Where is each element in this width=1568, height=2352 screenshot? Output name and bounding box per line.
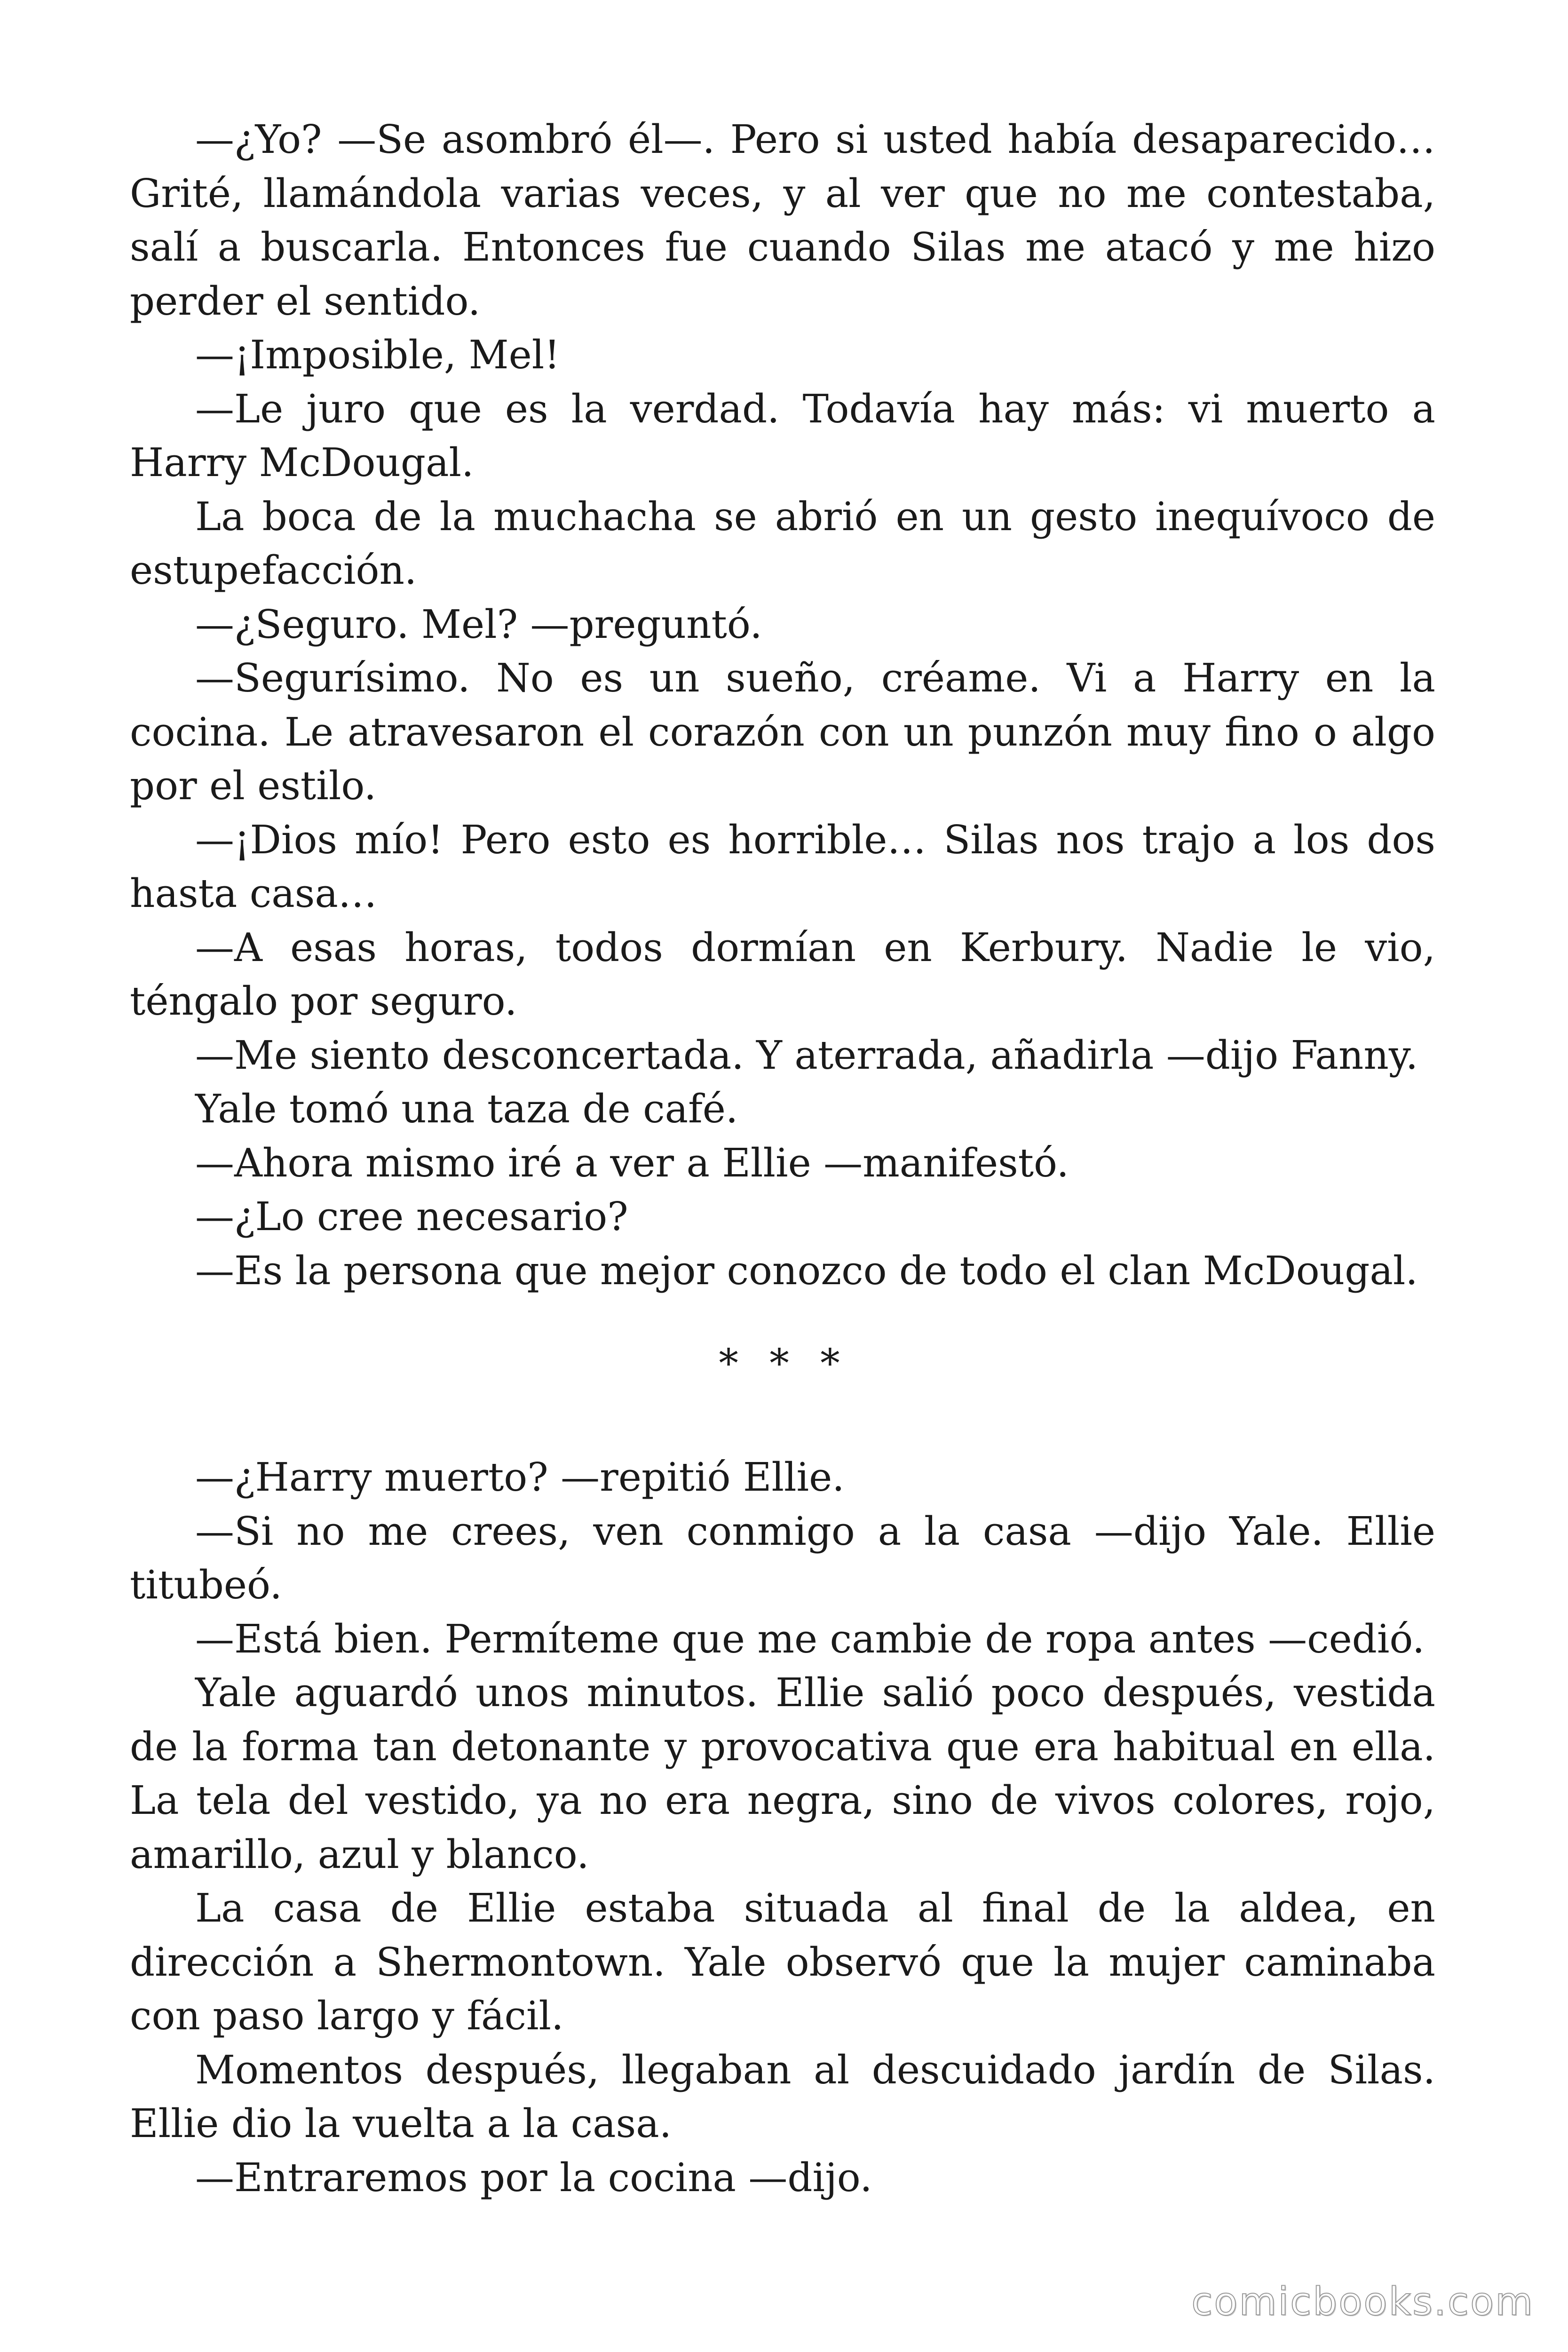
paragraph: —Me siento desconcertada. Y aterrada, añadirla —dijo Fanny. [195, 1032, 1418, 1078]
paragraph: —Es la persona que mejor conozco de todo el clan McDougal. [195, 1248, 1418, 1294]
paragraph: —¿Harry muerto? —repitió Ellie. [195, 1454, 845, 1500]
paragraph: Momentos después, llegaban al descuidado jardín de Silas. Ellie dio la vuelta a la casa. [130, 2047, 1435, 2146]
paragraph: —¿Seguro. Mel? —preguntó. [195, 601, 762, 647]
paragraph: —¡Imposible, Mel! [195, 332, 560, 378]
paragraph: —¿Lo cree necesario? [195, 1194, 628, 1240]
paragraph: —Entraremos por la cocina —dijo. [195, 2154, 872, 2201]
paragraph: Yale aguardó unos minutos. Ellie salió poco después, vestida de la forma tan detonante y provocativa que era habitual en ella. La tela del vestido, ya no era negra, sino de vivos colores, rojo, amarillo, azul y blanco. [130, 1670, 1435, 1877]
paragraph: —¡Dios mío! Pero esto es horrible… Silas nos trajo a los dos hasta casa… [130, 817, 1435, 916]
paragraph: —A esas horas, todos dormían en Kerbury. Nadie le vio, téngalo por seguro. [130, 924, 1435, 1024]
paragraph: —Le juro que es la verdad. Todavía hay más: vi muerto a Harry McDougal. [130, 386, 1435, 485]
section-two [130, 1451, 1435, 2205]
section-one [130, 113, 1435, 1298]
paragraph: —Segurísimo. No es un sueño, créame. Vi a Harry en la cocina. Le atravesaron el corazón con un punzón muy fino o algo por el estilo. [130, 655, 1435, 809]
paragraph: La casa de Ellie estaba situada al final de la aldea, en dirección a Shermontown. Yale observó que la mujer caminaba con paso largo y fácil. [130, 1885, 1435, 2039]
paragraph: —Está bien. Permíteme que me cambie de ropa antes —cedió. [195, 1616, 1425, 1662]
paragraph: Yale tomó una taza de café. [195, 1086, 738, 1132]
watermark: comicbooks.com [1191, 2280, 1534, 2324]
paragraph: —Si no me crees, ven conmigo a la casa —dijo Yale. Ellie titubeó. [130, 1508, 1435, 1608]
paragraph: —Ahora mismo iré a ver a Ellie —manifestó. [195, 1140, 1069, 1186]
paragraph: La boca de la muchacha se abrió en un gesto inequívoco de estupefacción. [130, 493, 1435, 593]
paragraph: —¿Yo? —Se asombró él—. Pero si usted había desaparecido… Grité, llamándola varias veces, y al ver que no me contestaba, salí a buscarla. Entonces fue cuando Silas me atacó y me hizo perder el sentido. [130, 117, 1435, 324]
scene-separator: * * * [719, 1341, 849, 1386]
